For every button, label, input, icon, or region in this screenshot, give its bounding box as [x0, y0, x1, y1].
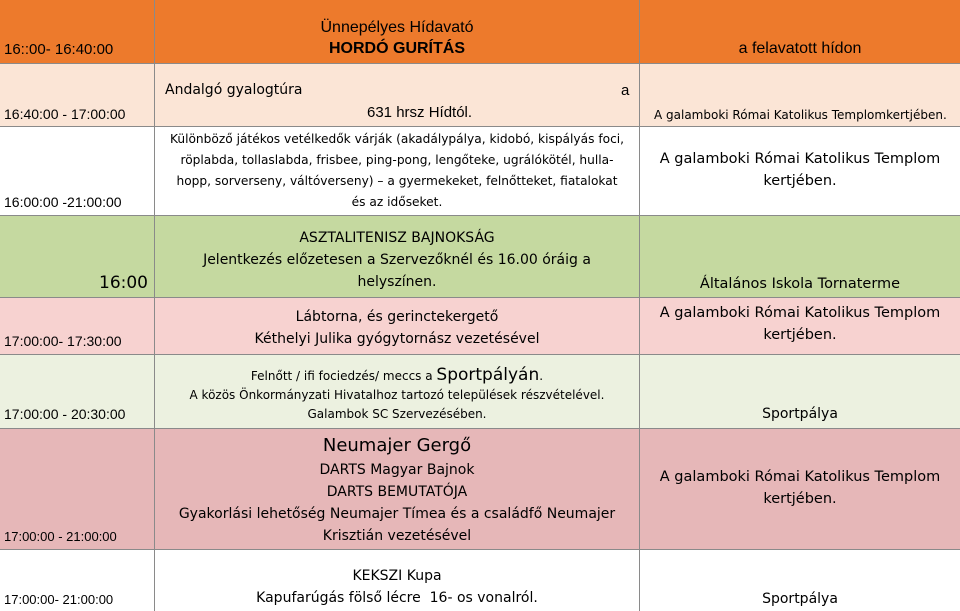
event-detail: Krisztián vezetésével [322, 528, 472, 544]
event-detail: DARTS Magyar Bajnok [319, 462, 475, 478]
event-title: ASZTALITENISZ BAJNOKSÁG [299, 230, 495, 246]
location-cell [640, 0, 960, 63]
event-detail: Jelentkezés előzetesen a Szervezőknél és 16.00 óráig a [203, 252, 591, 268]
location-text: A galamboki Római Katolikus Templom [659, 305, 941, 321]
time-cell [0, 0, 155, 63]
time-cell [0, 298, 155, 354]
location-text: kertjében. [763, 172, 837, 189]
location-text: a felavatott hídon [738, 40, 862, 57]
location-cell [640, 429, 960, 549]
activity-cell [155, 429, 640, 549]
event-detail: DARTS BEMUTATÓJA [326, 484, 468, 500]
location-text: Sportpálya [762, 591, 838, 607]
schedule-row [0, 127, 960, 216]
event-detail: Gyakorlási lehetőség Neumajer Tímea és a családfő Neumajer [178, 506, 616, 522]
location-text: A galamboki Római Katolikus Templom [659, 150, 941, 167]
time-cell [0, 127, 155, 215]
event-title: KEKSZI Kupa [352, 568, 442, 584]
time-cell [0, 429, 155, 549]
activity-cell [155, 216, 640, 297]
event-detail: Kéthelyi Julika gyógytornász vezetésével [254, 331, 540, 347]
time-text: 16:00 [99, 273, 148, 293]
time-cell [0, 216, 155, 297]
location-text: kertjében. [763, 327, 837, 343]
location-cell [640, 127, 960, 215]
event-title-line [251, 366, 543, 386]
event-detail: Galambok SC Szervezésében. [307, 407, 487, 421]
schedule-row [0, 216, 960, 298]
activity-cell [155, 127, 640, 215]
location-text: Általános Iskola Tornaterme [699, 276, 901, 292]
time-cell [0, 64, 155, 126]
event-title: Felnőtt / ifi fociedzés/ meccs a [250, 369, 433, 383]
schedule-row [0, 550, 960, 611]
location-text: kertjében. [763, 490, 837, 507]
location-cell [640, 550, 960, 611]
time-text: 17:00:00 - 21:00:00 [4, 529, 117, 544]
event-description-line: röplabda, tollaslabda, frisbee, ping-pong, lengőteke, ugrálókötél, hulla- [180, 153, 614, 167]
activity-cell [155, 0, 640, 63]
activity-cell [155, 64, 640, 126]
location-cell [640, 216, 960, 297]
event-title: Neumajer Gergő [322, 435, 472, 456]
location-cell [640, 355, 960, 428]
location-text: A galamboki Római Katolikus Templomkertjében. [654, 108, 947, 122]
schedule-row [0, 64, 960, 127]
time-cell [0, 550, 155, 611]
time-text: 16:40:00 - 17:00:00 [4, 106, 126, 122]
event-description-line: Különböző játékos vetélkedők várják (akadálypálya, kidobó, kispályás foci, [169, 132, 625, 146]
event-detail: Kapufarúgás fölső lécre 16- os vonalról. [256, 590, 538, 606]
location-text: A galamboki Római Katolikus Templom [659, 468, 941, 485]
activity-cell [155, 298, 640, 354]
event-title: Ünnepélyes Hídavató [320, 19, 474, 36]
event-description-line: hopp, sorverseny, váltóverseny) – a gyermekeket, felnőtteket, fiatalokat [176, 174, 618, 188]
event-detail: helyszínen. [357, 274, 437, 290]
event-description-line: és az időseket. [351, 195, 443, 209]
time-text: 17:00:00- 21:00:00 [4, 592, 114, 607]
location-cell [640, 64, 960, 126]
event-subtitle: HORDÓ GURÍTÁS [329, 40, 465, 57]
event-venue-highlight: Sportpályán [436, 365, 540, 385]
location-text: Sportpálya [762, 406, 838, 422]
time-cell [0, 355, 155, 428]
event-detail: 631 hrsz Hídtól. [367, 104, 473, 121]
event-title: Andalgó gyalogtúra [165, 82, 303, 98]
event-title: Lábtorna, és gerinctekergető [295, 309, 499, 325]
activity-cell [155, 355, 640, 428]
schedule-row [0, 429, 960, 550]
time-text: 17:00:00 - 20:30:00 [4, 406, 126, 422]
event-detail: A közös Önkormányzati Hivatalhoz tartozó települések részvételével. [189, 388, 605, 402]
event-connector: a [621, 82, 630, 99]
time-text: 16:00:00 -21:00:00 [4, 194, 122, 210]
time-text: 17:00:00- 17:30:00 [4, 333, 122, 349]
schedule-row [0, 0, 960, 64]
schedule-row [0, 355, 960, 429]
event-title-period: . [539, 369, 544, 383]
activity-cell [155, 550, 640, 611]
location-cell [640, 298, 960, 354]
schedule-row [0, 298, 960, 355]
time-text: 16::00- 16:40:00 [4, 41, 114, 58]
